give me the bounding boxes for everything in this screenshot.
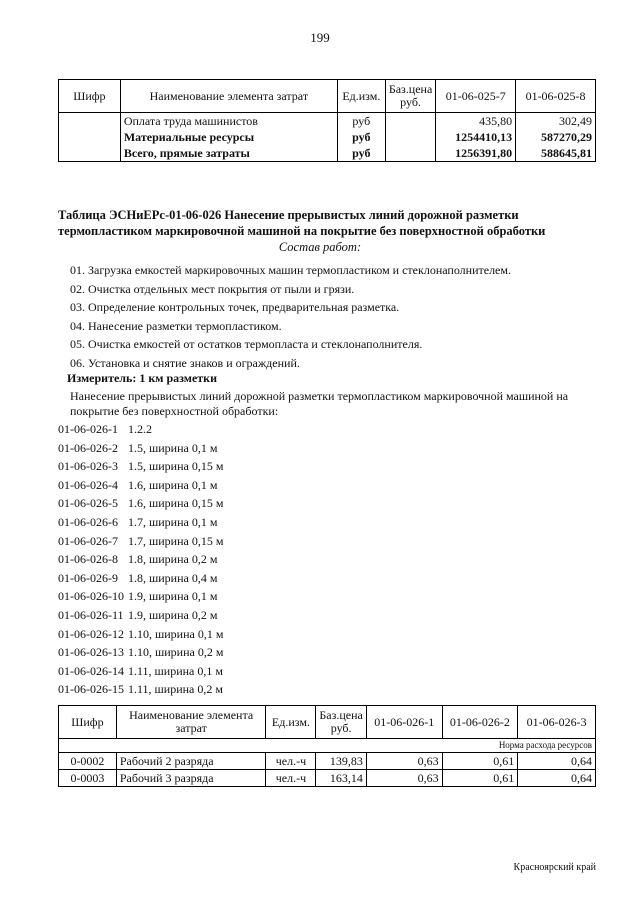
header-code: Шифр — [59, 80, 121, 113]
list-item: 03. Определение контрольных точек, предварительная разметка. — [70, 300, 400, 314]
row-value: 0,63 — [366, 753, 442, 770]
row-code: 0-0003 — [59, 770, 117, 787]
item-text: 1.10, ширина 0,1 м — [128, 626, 224, 641]
row-value: 1254410,13 — [436, 129, 516, 145]
row-price: 163,14 — [316, 770, 366, 787]
header-code: Шифр — [59, 706, 117, 739]
item-text: 1.7, ширина 0,15 м — [128, 533, 224, 548]
list-item — [58, 681, 223, 700]
item-code: 01-06-026-8 — [58, 552, 118, 567]
item-text: 1.9, ширина 0,1 м — [128, 589, 218, 604]
item-text: 1.5, ширина 0,1 м — [128, 440, 218, 455]
item-code: 01-06-026-12 — [58, 626, 124, 641]
list-item: 01. Загрузка емкостей маркировочных машин термопластиком и стеклонаполнителем. — [70, 263, 511, 277]
item-code: 01-06-026-6 — [58, 514, 118, 529]
list-item — [58, 626, 223, 645]
list-item — [58, 551, 223, 570]
table-header-row — [59, 706, 596, 739]
list-item: 05. Очистка емкостей от остатков термопласта и стеклонаполнителя. — [70, 337, 423, 351]
list-item — [58, 421, 223, 440]
item-code: 01-06-026-7 — [58, 533, 118, 548]
item-text: 1.6, ширина 0,15 м — [128, 496, 224, 511]
table-row — [59, 145, 596, 162]
item-code: 01-06-026-4 — [58, 477, 118, 492]
row-value: 0,61 — [442, 770, 518, 787]
header-name: Наименование элемента затрат — [116, 706, 266, 739]
list-item: 04. Нанесение разметки термопластиком. — [70, 318, 282, 333]
item-code: 01-06-026-15 — [58, 682, 124, 697]
item-code: 01-06-026-2 — [58, 440, 118, 455]
row-name: Рабочий 2 разряда — [116, 753, 266, 770]
table-header-row — [59, 80, 596, 113]
list-item — [58, 514, 223, 533]
list-item — [58, 477, 223, 496]
item-code: 01-06-026-13 — [58, 645, 124, 660]
list-item — [58, 588, 223, 607]
item-text: 1.9, ширина 0,2 м — [128, 607, 218, 622]
header-col2: 01-06-025-8 — [516, 80, 596, 113]
item-code: 01-06-026-3 — [58, 459, 118, 474]
row-value: 587270,29 — [516, 129, 596, 145]
header-col3: 01-06-026-3 — [518, 706, 596, 739]
row-code: 0-0002 — [59, 753, 117, 770]
header-name: Наименование элемента затрат — [120, 80, 337, 113]
resources-table-026 — [58, 705, 596, 787]
list-item — [58, 644, 223, 663]
costs-table-025 — [58, 79, 596, 162]
list-item — [58, 458, 223, 477]
list-item — [58, 495, 223, 514]
header-unit: Ед.изм. — [337, 80, 385, 113]
item-code: 01-06-026-14 — [58, 663, 124, 678]
footer-region: Красноярский край — [513, 862, 596, 873]
header-unit: Ед.изм. — [266, 706, 316, 739]
header-col1: 01-06-025-7 — [436, 80, 516, 113]
item-code: 01-06-026-11 — [58, 607, 124, 622]
header-col1: 01-06-026-1 — [366, 706, 442, 739]
works-list — [70, 262, 511, 373]
codes-list — [58, 421, 223, 700]
row-unit: чел.-ч — [266, 753, 316, 770]
norm-row — [59, 739, 596, 753]
row-value: 0,61 — [442, 753, 518, 770]
table-row — [59, 770, 596, 787]
row-value: 1256391,80 — [436, 145, 516, 162]
item-text: 1.10, ширина 0,2 м — [128, 645, 224, 660]
row-name: Материальные ресурсы — [120, 129, 337, 145]
header-price: Баз.цена руб. — [385, 80, 435, 113]
item-text: 1.11, ширина 0,1 м — [128, 663, 223, 678]
row-value: 588645,81 — [516, 145, 596, 162]
item-text: 1.6, ширина 0,1 м — [128, 477, 218, 492]
row-unit: чел.-ч — [266, 770, 316, 787]
item-text: 1.11, ширина 0,2 м — [128, 682, 223, 697]
measure-label: Измеритель: 1 км разметки — [67, 371, 218, 385]
table-title: Таблица ЭСНиЕРс-01-06-026 Нанесение прерывистых линий дорожной разметки термопластиком маркировочной машиной на покрытие без поверхностной обработки — [58, 208, 546, 238]
item-text: 1.7, ширина 0,1 м — [128, 514, 218, 529]
list-item: 06. Установка и снятие знаков и ограждений. — [70, 355, 300, 370]
row-name: Всего, прямые затраты — [120, 145, 337, 162]
table-row — [59, 113, 596, 130]
row-name: Оплата труда машинистов — [120, 113, 337, 130]
row-value: 435,80 — [436, 113, 516, 130]
works-subtitle: Состав работ: — [278, 240, 362, 254]
list-item — [58, 607, 223, 626]
row-unit: руб — [337, 129, 385, 145]
item-code: 01-06-026-10 — [58, 589, 124, 604]
list-item — [58, 570, 223, 589]
list-item: 02. Очистка отдельных мест покрытия от пыли и грязи. — [70, 281, 355, 296]
item-text: 1.2.2 — [128, 422, 152, 436]
item-text: 1.5, ширина 0,15 м — [128, 459, 224, 474]
table-row — [59, 129, 596, 145]
row-value: 302,49 — [516, 113, 596, 130]
header-col2: 01-06-026-2 — [442, 706, 518, 739]
list-item — [58, 533, 223, 552]
row-value: 0,64 — [518, 770, 596, 787]
page-number: 199 — [310, 30, 330, 45]
header-price: Баз.цена руб. — [316, 706, 366, 739]
row-price: 139,83 — [316, 753, 366, 770]
table-row — [59, 753, 596, 770]
item-text: 1.8, ширина 0,2 м — [128, 552, 218, 567]
row-unit: руб — [337, 113, 385, 130]
description: Нанесение прерывистых линий дорожной разметки термопластиком маркировочной машиной на покрытие без поверхностной обработки: — [70, 389, 569, 418]
row-value: 0,64 — [518, 753, 596, 770]
norm-label: Норма расхода ресурсов — [59, 739, 596, 753]
item-code: 01-06-026-1 — [58, 422, 118, 436]
row-name: Рабочий 3 разряда — [116, 770, 266, 787]
list-item — [58, 663, 223, 682]
item-code: 01-06-026-9 — [58, 570, 118, 585]
row-value: 0,63 — [366, 770, 442, 787]
item-text: 1.8, ширина 0,4 м — [128, 570, 218, 585]
list-item — [58, 440, 223, 459]
row-unit: руб — [337, 145, 385, 162]
item-code: 01-06-026-5 — [58, 496, 118, 511]
